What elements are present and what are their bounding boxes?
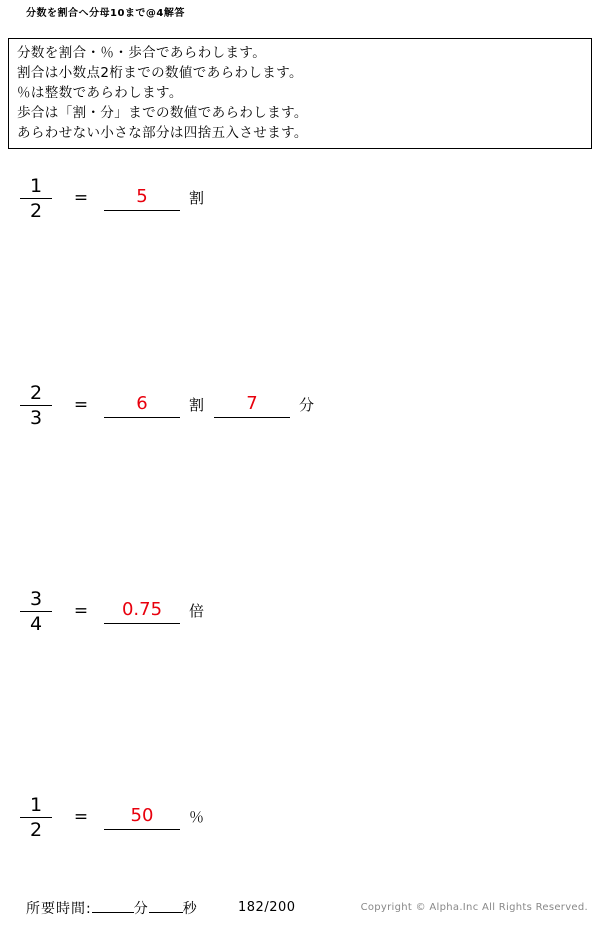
answer-value[interactable]: 5 bbox=[104, 186, 180, 211]
fraction-denominator: 4 bbox=[29, 612, 43, 635]
problem-row bbox=[0, 163, 600, 233]
fraction-numerator: 1 bbox=[29, 174, 43, 197]
answer-group bbox=[104, 805, 214, 830]
equals-sign: = bbox=[73, 807, 89, 827]
answer-group bbox=[104, 599, 214, 624]
answer-unit: ％ bbox=[189, 807, 205, 826]
elapsed-time-field bbox=[26, 898, 198, 918]
fraction bbox=[14, 175, 58, 222]
answer-unit: 分 bbox=[299, 395, 315, 414]
minutes-unit: 分 bbox=[133, 901, 149, 917]
fraction bbox=[14, 794, 58, 841]
equals-sign: = bbox=[73, 601, 89, 621]
answer-group bbox=[104, 186, 214, 211]
instruction-line: あらわせない小さな部分は四捨五入させます。 bbox=[17, 125, 308, 141]
elapsed-time-label: 所要時間: bbox=[26, 901, 92, 917]
fraction bbox=[14, 382, 58, 429]
fraction-numerator: 1 bbox=[29, 793, 43, 816]
instruction-line: ％は整数であらわします。 bbox=[17, 85, 183, 101]
answer-group bbox=[104, 393, 324, 418]
instruction-line: 歩合は「割・分」までの数値であらわします。 bbox=[17, 105, 308, 121]
answer-value[interactable]: 7 bbox=[214, 393, 290, 418]
copyright-notice: Copyright © Alpha.Inc All Rights Reserved. bbox=[360, 902, 588, 913]
answer-value[interactable]: 50 bbox=[104, 805, 180, 830]
instruction-line: 分数を割合・％・歩合であらわします。 bbox=[17, 45, 267, 61]
answer-unit: 倍 bbox=[189, 601, 205, 620]
fraction-numerator: 3 bbox=[29, 587, 43, 610]
footer bbox=[0, 898, 600, 922]
seconds-blank[interactable] bbox=[149, 912, 183, 913]
problem-row bbox=[0, 576, 600, 646]
seconds-unit: 秒 bbox=[182, 901, 198, 917]
problem-row bbox=[0, 782, 600, 852]
instruction-line: 割合は小数点2桁までの数値であらわします。 bbox=[17, 65, 303, 81]
fraction-numerator: 2 bbox=[29, 381, 43, 404]
page-title: 分数を割合へ分母10まで@4解答 bbox=[26, 8, 185, 19]
equals-sign: = bbox=[73, 395, 89, 415]
answer-unit: 割 bbox=[189, 188, 205, 207]
minutes-blank[interactable] bbox=[92, 912, 134, 913]
problem-row bbox=[0, 370, 600, 440]
fraction-denominator: 3 bbox=[29, 406, 43, 429]
answer-value[interactable]: 0.75 bbox=[104, 599, 180, 624]
answer-value[interactable]: 6 bbox=[104, 393, 180, 418]
fraction bbox=[14, 588, 58, 635]
fraction-denominator: 2 bbox=[29, 199, 43, 222]
fraction-denominator: 2 bbox=[29, 818, 43, 841]
instruction-box bbox=[8, 38, 592, 149]
equals-sign: = bbox=[73, 188, 89, 208]
answer-unit: 割 bbox=[189, 395, 205, 414]
page-count: 182/200 bbox=[238, 900, 296, 915]
